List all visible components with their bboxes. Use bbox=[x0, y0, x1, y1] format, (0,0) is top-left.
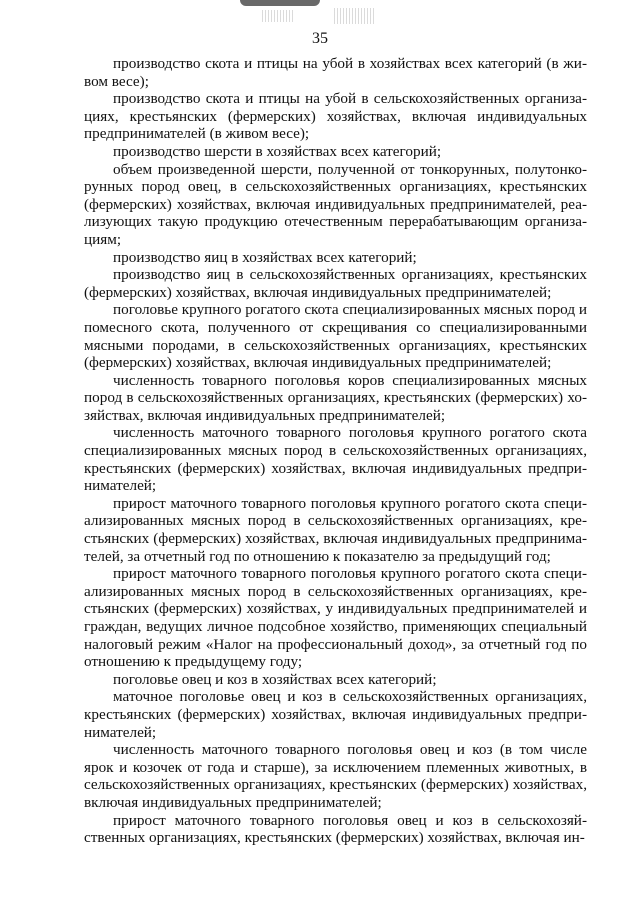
paragraph: численность маточного товарного поголовья крупного рогатого скота специализированных мясных пород в сельскохозяйственных организациях, крестьянских (фермерских) хозяйствах, включая индивидуальных предпринимателей; bbox=[84, 424, 587, 495]
paragraph: численность товарного поголовья коров специализированных мясных пород в сельскохозяйственных организациях, крестьянских (фермерских) хозяйствах, включая индивидуальных предпринимателей; bbox=[84, 371, 587, 424]
paragraph: численность маточного товарного поголовья овец и коз (в том числе ярок и козочек от года и старше), за исключением племенных животных, в сельскохозяйственных организациях, крестьянских (фермерских) хозяйствах, включая индивидуальных предпринимателей; bbox=[84, 741, 587, 811]
paragraph: поголовье овец и коз в хозяйствах всех категорий; bbox=[113, 670, 437, 688]
document-body bbox=[84, 55, 587, 847]
paragraph: прирост маточного товарного поголовья крупного рогатого скота специализированных мясных пород в сельскохозяйственных организациях, крестьянских (фермерских) хозяйствах, включая индивидуальных предпринимателей, за отчетный год по отношению к показателю за предыдущий год; bbox=[84, 494, 587, 565]
paragraph: производство скота и птицы на убой в сельскохозяйственных организациях, крестьянских (фермерских) хозяйствах, включая индивидуальных предпринимателей (в живом весе); bbox=[84, 90, 587, 143]
paragraph: маточное поголовье овец и коз в сельскохозяйственных организациях, крестьянских (фермерских) хозяйствах, включая индивидуальных предпринимателей; bbox=[84, 688, 587, 741]
scan-artifact bbox=[262, 10, 294, 22]
paragraph: производство яиц в хозяйствах всех категорий; bbox=[113, 248, 417, 266]
paragraph: производство яиц в сельскохозяйственных организациях, крестьянских (фермерских) хозяйствах, включая индивидуальных предпринимателей; bbox=[84, 266, 587, 301]
scan-artifact bbox=[334, 8, 376, 24]
paragraph: прирост маточного товарного поголовья овец и коз в сельскохозяйственных организациях, крестьянских (фермерских) хозяйствах, включая ин- bbox=[84, 811, 587, 847]
paragraph: поголовье крупного рогатого скота специализированных мясных пород и помесного скота, полученного от скрещивания со специализированными мясными породами, в сельскохозяйственных организациях, крестьянских (фермерских) хозяйствах, включая индивидуальных предпринимателей; bbox=[84, 301, 587, 372]
paragraph: прирост маточного товарного поголовья крупного рогатого скота специализированных мясных пород в сельскохозяйственных организациях, крестьянских (фермерских) хозяйствах, у индивидуальных предпринимателей и граждан, ведущих личное подсобное хозяйство, применяющих специальный налоговый режим «Налог на профессиональный доход», за отчетный год по отношению к предыдущему году; bbox=[84, 565, 587, 671]
page-number: 35 bbox=[312, 30, 328, 47]
scan-artifact bbox=[240, 0, 320, 6]
paragraph: производство скота и птицы на убой в хозяйствах всех категорий (в живом весе); bbox=[84, 55, 587, 90]
paragraph: объем произведенной шерсти, полученной от тонкорунных, полутонкорунных пород овец, в сельскохозяйственных организациях, крестьянских (фермерских) хозяйствах, включая индивидуальных предпринимателей, реализующих такую продукцию отечественным перерабатывающим организациям; bbox=[84, 160, 587, 248]
paragraph: производство шерсти в хозяйствах всех категорий; bbox=[113, 142, 442, 160]
